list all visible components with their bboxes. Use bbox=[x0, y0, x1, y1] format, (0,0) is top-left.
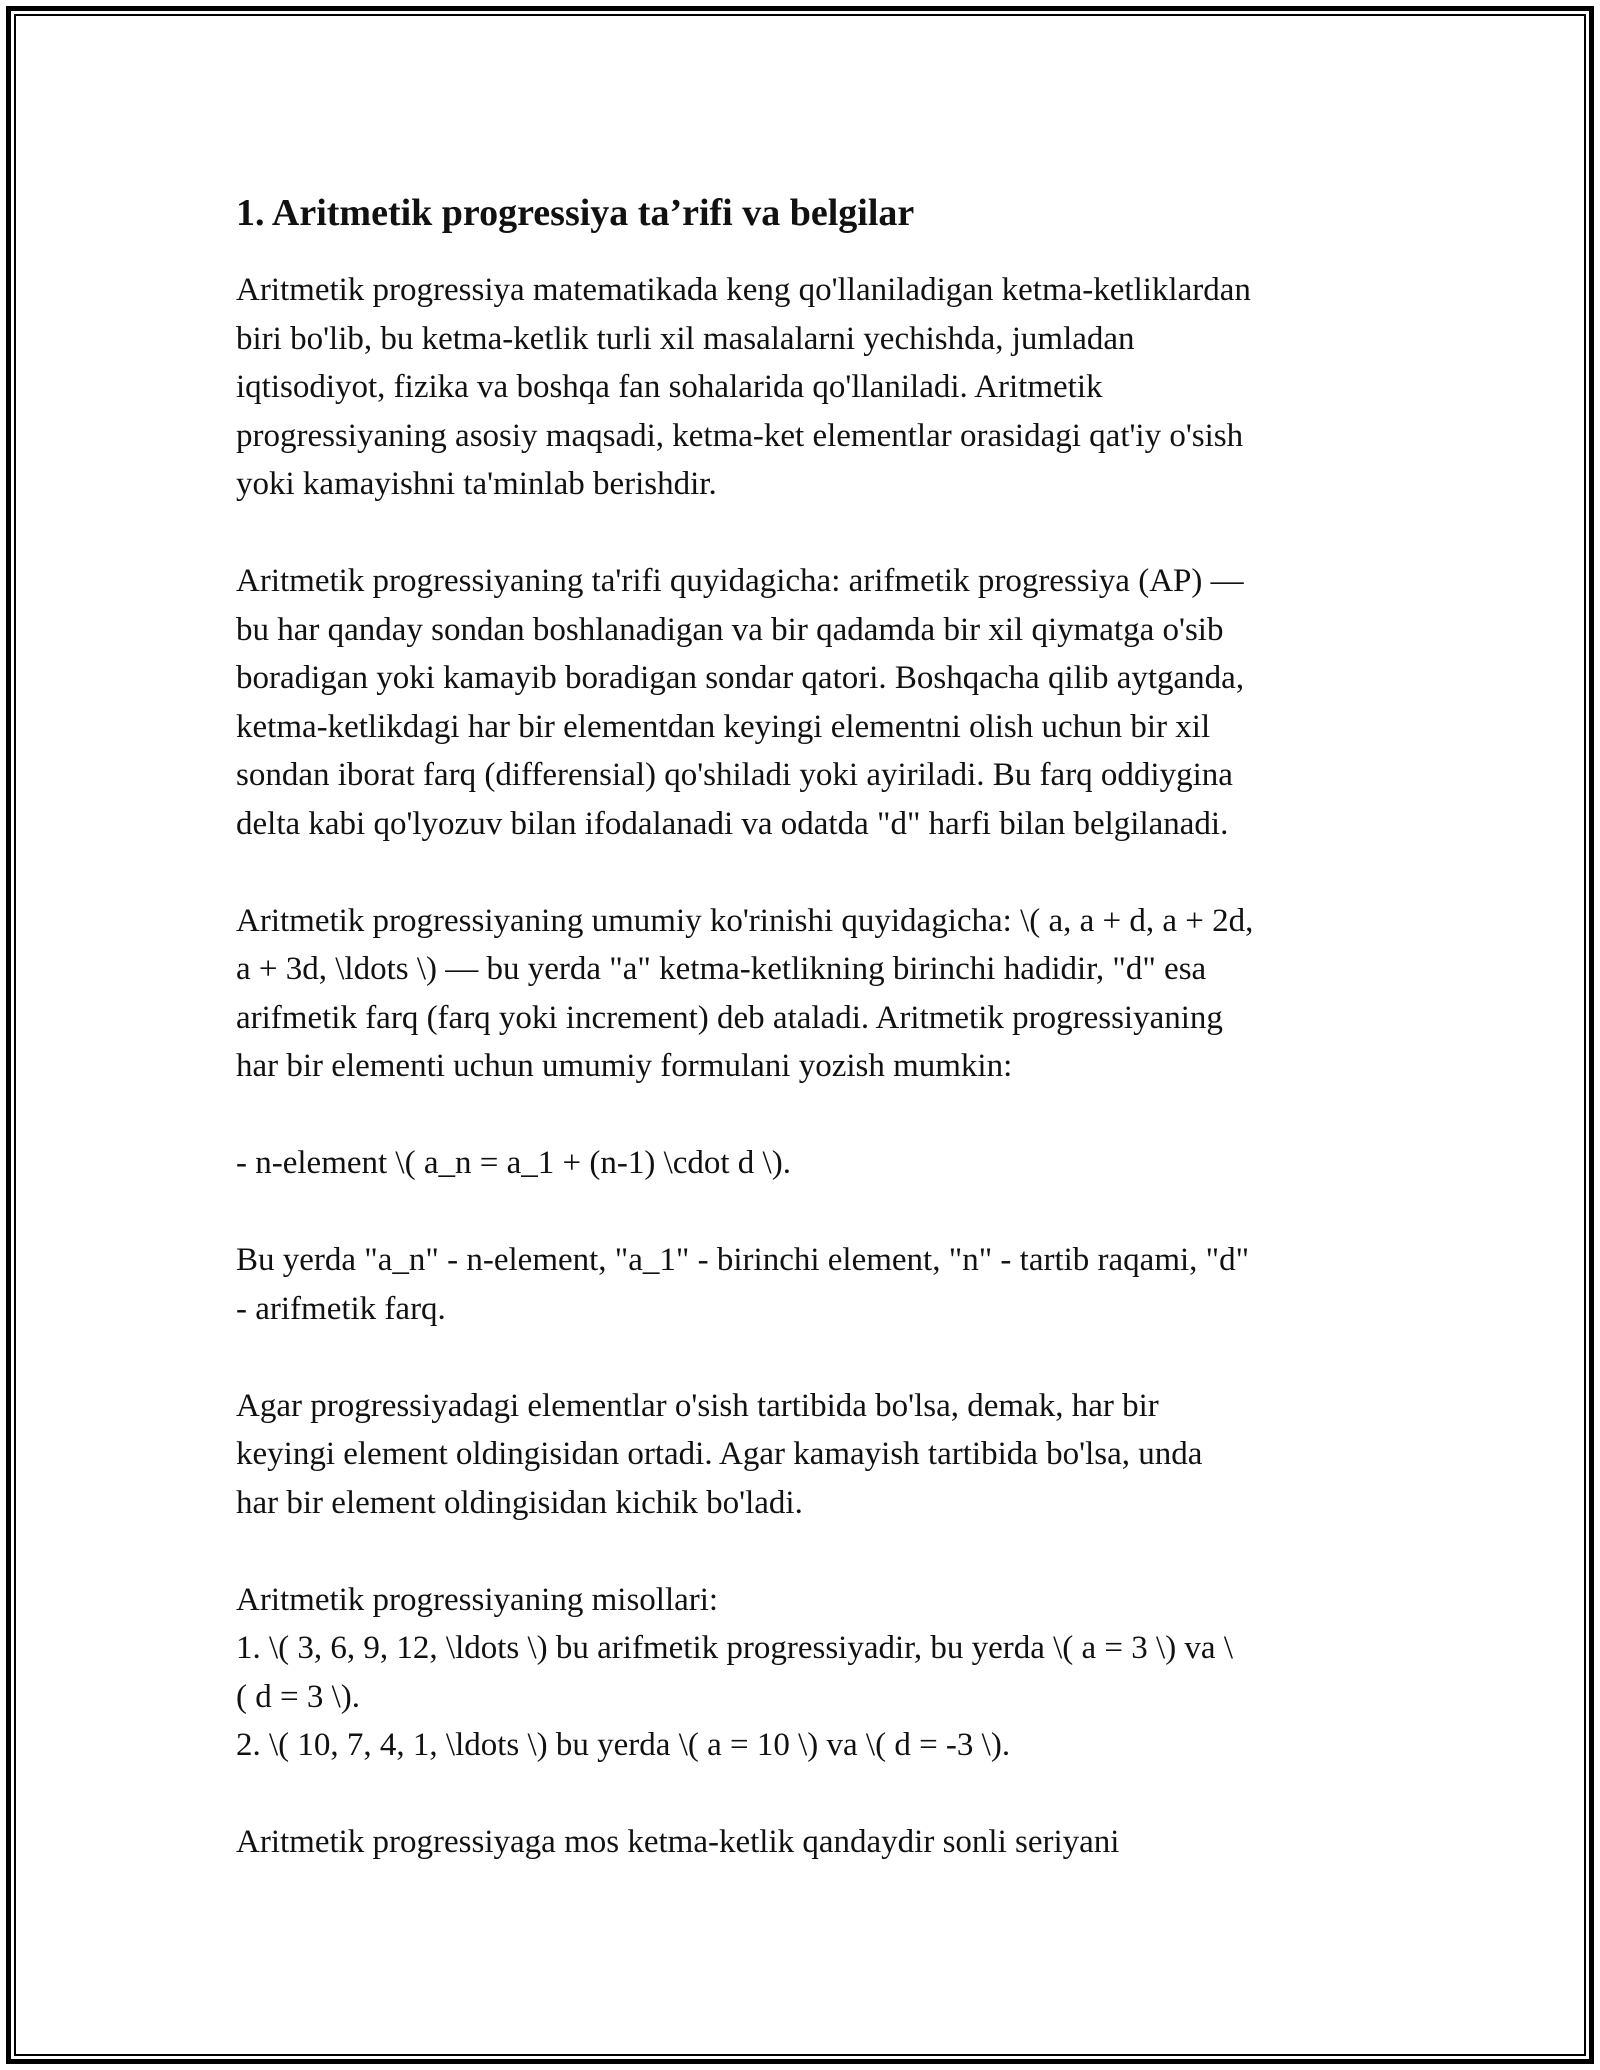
text-line: bu har qanday sondan boshlanadigan va bir qadamda bir xil qiymatga o'sib bbox=[236, 611, 1224, 648]
text-line: sondan iborat farq (differensial) qo'shiladi yoki ayiriladi. Bu farq oddiygina bbox=[236, 757, 1233, 793]
text-line: boradigan yoki kamayib boradigan sondar qatori. Boshqacha qilib aytganda, bbox=[236, 660, 1245, 696]
text-line: - arifmetik farq. bbox=[236, 1290, 446, 1327]
text-line: Agar progressiyadagi elementlar o'sish tartibida bo'lsa, demak, har bir bbox=[236, 1387, 1159, 1424]
text-line: yoki kamayishni ta'minlab berishdir. bbox=[236, 466, 717, 502]
text-line: Aritmetik progressiyaning misollari: bbox=[236, 1581, 719, 1618]
text-line: ketma-ketlikdagi har bir elementdan keyingi elementni olish uchun bir xil bbox=[236, 708, 1211, 745]
section-heading: 1. Aritmetik progressiya ta’rifi va belgilar bbox=[236, 192, 915, 234]
text-line: Bu yerda "a_n" - n-element, "a_1" - birinchi element, "n" - tartib raqami, "d" bbox=[236, 1242, 1250, 1278]
paragraph-closing bbox=[236, 1818, 1376, 1867]
text-line: Aritmetik progressiyaga mos ketma-ketlik qandaydir sonli seriyani bbox=[236, 1824, 1120, 1860]
text-line: ( d = 3 \). bbox=[236, 1678, 361, 1715]
text-line: progressiyaning asosiy maqsadi, ketma-ket elementlar orasidagi qat'iy o'sish bbox=[236, 417, 1244, 454]
text-line: Aritmetik progressiyaning umumiy ko'rinishi quyidagicha: \( a, a + d, a + 2d, bbox=[236, 902, 1254, 939]
text-line: a + 3d, \ldots \) — bu yerda "a" ketma-ketlikning birinchi hadidir, "d" esa bbox=[236, 951, 1207, 987]
paragraph-increase-decrease bbox=[236, 1382, 1376, 1528]
text-line: keyingi element oldingisidan ortadi. Agar kamayish tartibida bo'lsa, unda bbox=[236, 1436, 1203, 1472]
text-line: har bir element oldingisidan kichik bo'ladi. bbox=[236, 1484, 803, 1521]
example-item: 2. \( 10, 7, 4, 1, \ldots \) bu yerda \( a = 10 \) va \( d = -3 \). bbox=[236, 1727, 1011, 1763]
text-line: Aritmetik progressiya matematikada keng qo'llaniladigan ketma-ketliklardan bbox=[236, 272, 1251, 308]
text-line: delta kabi qo'lyozuv bilan ifodalanadi va odatda "d" harfi bilan belgilanadi. bbox=[236, 805, 1229, 842]
paragraph-examples bbox=[236, 1576, 1376, 1770]
example-item: 1. \( 3, 6, 9, 12, \ldots \) bu arifmetik progressiyadir, bu yerda \( a = 3 \) va \ bbox=[236, 1630, 1233, 1666]
text-line: arifmetik farq (farq yoki increment) deb ataladi. Aritmetik progressiyaning bbox=[236, 999, 1223, 1036]
text-line: biri bo'lib, bu ketma-ketlik turli xil masalalarni yechishda, jumladan bbox=[236, 320, 1135, 357]
paragraph-formula bbox=[236, 1139, 1376, 1188]
paragraph-intro bbox=[236, 266, 1376, 509]
paragraph-general-form bbox=[236, 897, 1376, 1091]
document-page bbox=[236, 188, 1376, 1915]
paragraph-formula-legend bbox=[236, 1236, 1376, 1333]
text-line: iqtisodiyot, fizika va boshqa fan sohalarida qo'llaniladi. Aritmetik bbox=[236, 369, 1103, 405]
text-line: Aritmetik progressiyaning ta'rifi quyidagicha: arifmetik progressiya (AP) — bbox=[236, 563, 1244, 599]
text-line: - n-element \( a_n = a_1 + (n-1) \cdot d \). bbox=[236, 1145, 791, 1181]
text-line: har bir elementi uchun umumiy formulani yozish mumkin: bbox=[236, 1048, 1013, 1084]
paragraph-definition bbox=[236, 557, 1376, 848]
